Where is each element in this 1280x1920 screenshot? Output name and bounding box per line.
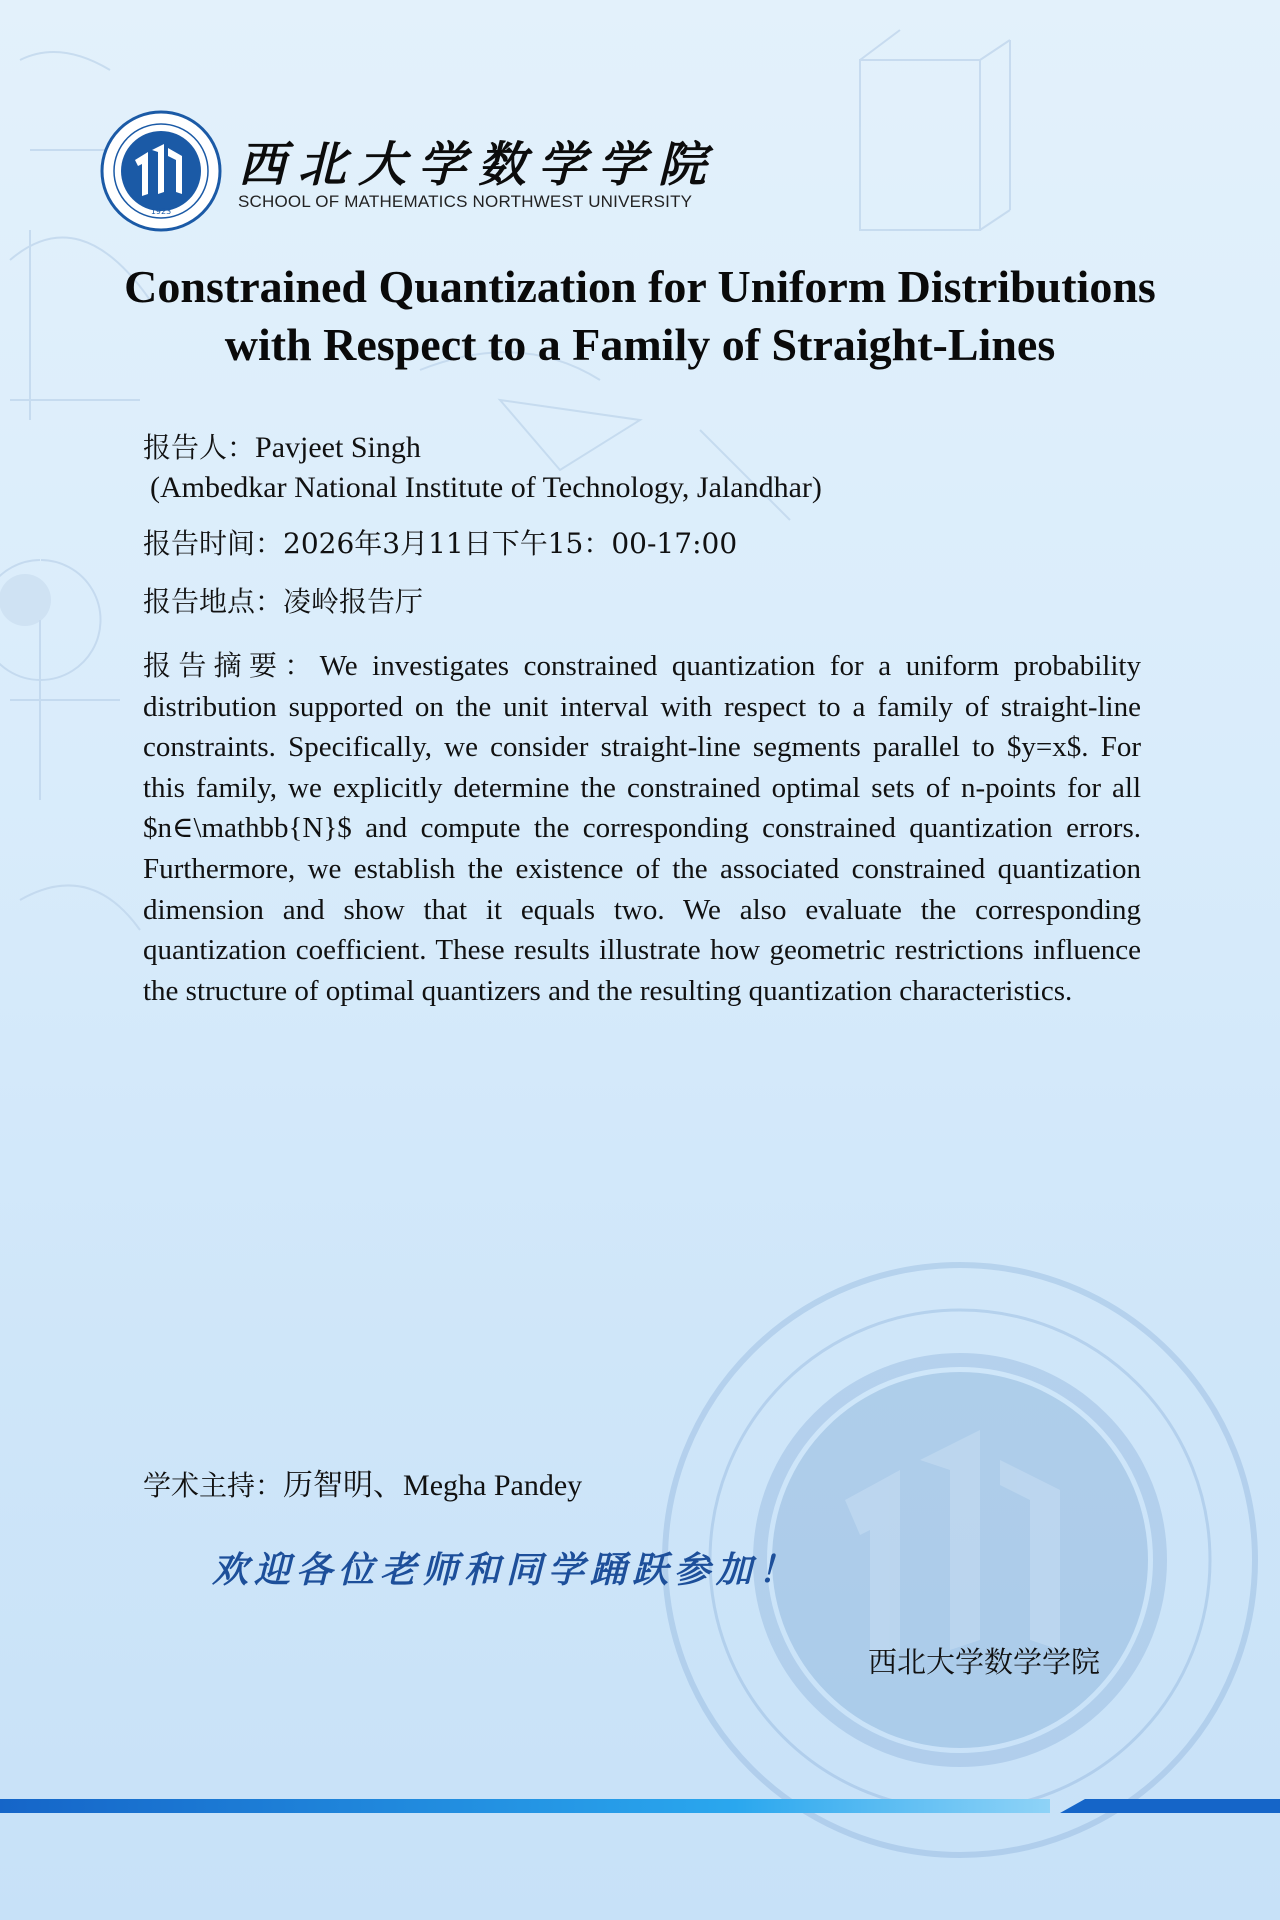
- host-value: 历智明、Megha Pandey: [283, 1469, 583, 1502]
- seal-year: 1923: [150, 207, 172, 216]
- host-row: [143, 1466, 1143, 1506]
- location-value: 凌岭报告厅: [283, 585, 424, 618]
- location-label: 报告地点：: [143, 585, 284, 618]
- abstract-block: [143, 646, 1141, 1011]
- abstract-label: 报告摘要：: [143, 649, 320, 682]
- school-name-cn: 西北大学数学学院: [238, 137, 719, 193]
- school-header: [100, 108, 740, 238]
- talk-title: [40, 258, 1240, 374]
- talk-title-line-1: Constrained Quantization for Uniform Distributions: [124, 261, 1156, 312]
- abstract-text: We investigates constrained quantization for a uniform probability distribution supported on the unit interval with respect to a family of straight-line constraints. Specifically, we consider straight-line segments parallel to $y=x$. For this family, we explicitly determine the constrained optimal sets of n-points for all $n∈\mathbb{N}$ and compute the corresponding constrained quantization errors. Furthermore, we establish the existence of the associated constrained quantization dimension and show that it equals two. We also evaluate the corresponding quantization coefficient. These results illustrate how geometric restrictions influence the structure of optimal quantizers and the resulting quantization characteristics.: [143, 650, 1141, 1007]
- school-name-en: SCHOOL OF MATHEMATICS NORTHWEST UNIVERSITY: [238, 192, 693, 211]
- time-row: [143, 524, 1143, 564]
- bottom-accent-bar: [0, 1795, 1280, 1817]
- organizer-signature: 西北大学数学学院: [868, 1645, 1101, 1679]
- speaker-affiliation: (Ambedkar National Institute of Technology, Jalandhar): [150, 471, 822, 504]
- location-row: [143, 582, 1143, 622]
- talk-title-line-2: with Respect to a Family of Straight-Lines: [224, 319, 1056, 370]
- speaker-label: 报告人：: [143, 431, 256, 464]
- university-seal-icon: [100, 110, 222, 232]
- welcome-message: 欢迎各位老师和同学踊跃参加！: [212, 1549, 801, 1591]
- time-label: 报告时间：: [143, 527, 284, 560]
- time-value: 2026年3月11日下午15：00-17:00: [283, 527, 738, 560]
- host-label: 学术主持：: [143, 1469, 284, 1502]
- speaker-block: [143, 428, 1143, 508]
- speaker-name: Pavjeet Singh: [255, 431, 421, 464]
